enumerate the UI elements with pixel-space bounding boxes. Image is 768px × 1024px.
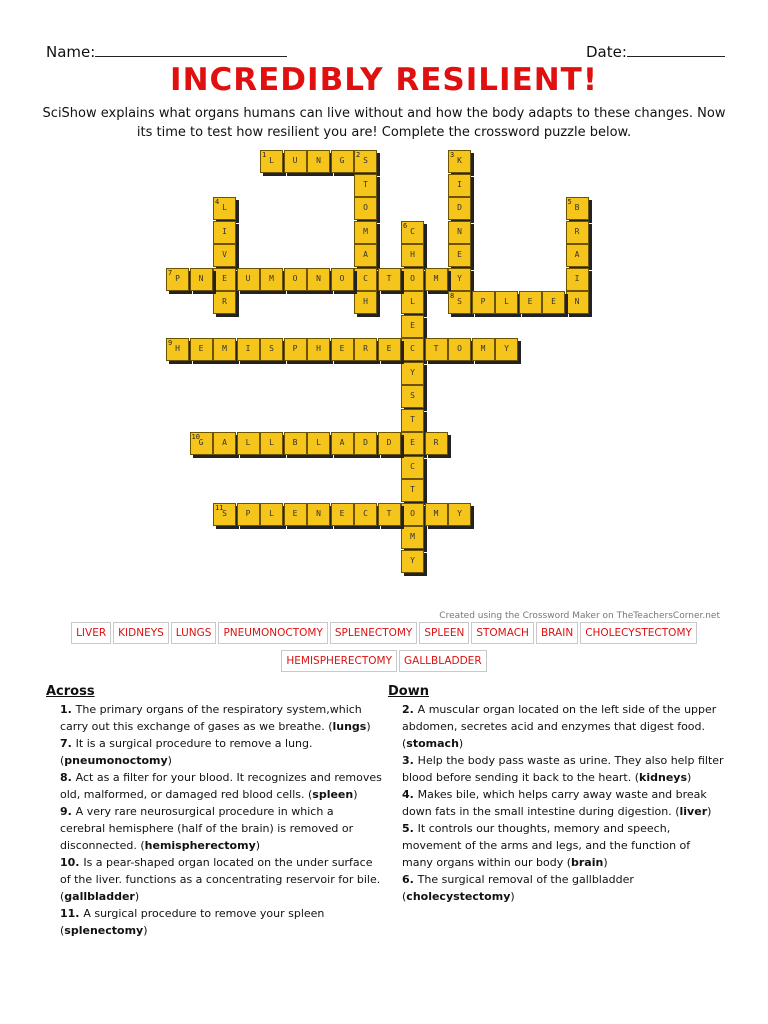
cell-letter: T: [386, 273, 392, 283]
clue-close: ): [366, 720, 371, 733]
clue-text: A very rare neurosurgical procedure in which a cerebral hemisphere (half of the brain) is removed or disconnected. (: [60, 805, 354, 852]
clue-item: [388, 871, 724, 905]
clue-number: 3.: [402, 754, 418, 767]
cell-letter: O: [410, 273, 415, 283]
grid-cell[interactable]: [401, 479, 424, 502]
cell-letter: E: [527, 297, 533, 306]
cell-letter: T: [363, 179, 368, 189]
cell-letter: E: [457, 250, 462, 259]
down-clues: [388, 683, 724, 905]
grid-cell[interactable]: [448, 291, 471, 314]
cell-letter: N: [574, 297, 580, 306]
word-bank-item: SPLEEN: [419, 622, 469, 644]
grid-cell[interactable]: [354, 268, 377, 291]
grid-cell[interactable]: [448, 150, 471, 173]
word-bank-item: KIDNEYS: [113, 622, 169, 644]
grid-cell[interactable]: [401, 338, 424, 361]
cell-number: 10: [191, 433, 200, 441]
grid-cell[interactable]: [190, 268, 213, 291]
cell-letter: C: [363, 273, 368, 283]
grid-cell[interactable]: [566, 268, 589, 291]
cell-number: 4: [215, 198, 220, 206]
clue-text: Act as a filter for your blood. It recognizes and removes old, malformed, or damaged red blood cells. (: [60, 771, 382, 801]
cell-letter: B: [292, 438, 298, 447]
clue-number: 5.: [402, 822, 418, 835]
cell-letter: O: [339, 273, 345, 283]
cell-number: 1: [262, 151, 267, 159]
clue-answer: brain: [571, 856, 604, 869]
grid-cell[interactable]: [260, 150, 283, 173]
grid-cell[interactable]: [354, 503, 377, 526]
cell-letter: T: [386, 508, 392, 518]
word-bank-item: BRAIN: [536, 622, 578, 644]
grid-cell[interactable]: [213, 197, 236, 220]
clue-number: 11.: [60, 907, 84, 920]
clue-item: [388, 786, 724, 820]
cell-letter: A: [574, 250, 580, 259]
grid-cell[interactable]: [307, 503, 330, 526]
clue-item: [388, 752, 724, 786]
clue-close: ): [603, 856, 608, 869]
cell-letter: D: [386, 438, 392, 447]
cell-letter: C: [410, 461, 415, 471]
cell-letter: V: [222, 250, 227, 259]
clue-number: 2.: [402, 703, 418, 716]
grid-cell[interactable]: [284, 432, 307, 455]
grid-cell[interactable]: [566, 221, 589, 244]
grid-cell[interactable]: [566, 197, 589, 220]
cell-number: 3: [450, 151, 455, 159]
cell-letter: Y: [410, 555, 415, 565]
cell-letter: O: [292, 273, 298, 283]
cell-letter: E: [292, 508, 298, 518]
cell-letter: E: [410, 320, 415, 330]
clue-item: [46, 701, 382, 735]
grid-cell[interactable]: [237, 338, 260, 361]
grid-cell[interactable]: [495, 291, 518, 314]
cell-letter: M: [269, 273, 274, 283]
cell-letter: N: [316, 508, 321, 518]
grid-cell[interactable]: [354, 291, 377, 314]
grid-cell[interactable]: [448, 197, 471, 220]
grid-cell[interactable]: [425, 503, 448, 526]
grid-cell[interactable]: [448, 338, 471, 361]
across-clues: [46, 683, 382, 939]
cell-letter: G: [198, 438, 204, 447]
grid-cell[interactable]: [519, 291, 542, 314]
cell-letter: K: [457, 156, 462, 165]
cell-letter: M: [433, 508, 439, 518]
grid-cell[interactable]: [354, 174, 377, 197]
grid-cell[interactable]: [354, 244, 377, 267]
cell-letter: E: [386, 344, 392, 353]
cell-letter: Y: [457, 273, 462, 283]
grid-cell[interactable]: [307, 432, 330, 455]
clue-text: A muscular organ located on the left side of the upper abdomen, secretes acid and enzymes that digest food. (: [402, 703, 717, 750]
cell-letter: L: [504, 297, 509, 306]
grid-cell[interactable]: [401, 409, 424, 432]
word-bank-item: HEMISPHERECTOMY: [281, 650, 397, 672]
grid-cell[interactable]: [213, 338, 236, 361]
grid-cell[interactable]: [425, 432, 448, 455]
cell-letter: P: [292, 344, 298, 353]
cell-number: 6: [403, 221, 408, 230]
grid-cell[interactable]: [448, 503, 471, 526]
cell-letter: O: [363, 203, 368, 212]
cell-letter: C: [363, 508, 368, 518]
cell-letter: S: [222, 508, 227, 518]
grid-cell[interactable]: [542, 291, 565, 314]
word-bank-item: LUNGS: [171, 622, 217, 644]
grid-cell[interactable]: [331, 432, 354, 455]
grid-cell[interactable]: [260, 338, 283, 361]
grid-cell[interactable]: [401, 315, 424, 338]
clue-close: ): [167, 754, 172, 767]
cell-letter: E: [222, 273, 227, 283]
cell-letter: C: [410, 226, 415, 236]
grid-cell[interactable]: [331, 150, 354, 173]
cell-letter: L: [245, 438, 251, 447]
clue-number: 6.: [402, 873, 418, 886]
cell-letter: N: [316, 273, 321, 283]
clue-text: Is a pear-shaped organ located on the under surface of the liver. functions as a concentrating reservoir for bile. (: [60, 856, 381, 903]
grid-cell[interactable]: [331, 503, 354, 526]
grid-cell[interactable]: [307, 338, 330, 361]
cell-letter: L: [269, 156, 274, 165]
clue-text: A surgical procedure to remove your spleen (: [60, 907, 325, 937]
cell-letter: I: [222, 226, 227, 236]
cell-letter: U: [292, 156, 298, 165]
grid-cell[interactable]: [425, 338, 448, 361]
clue-item: [46, 735, 382, 769]
cell-letter: T: [433, 344, 439, 353]
cell-letter: R: [363, 344, 368, 353]
clue-text: It is a surgical procedure to remove a lung. (: [60, 737, 313, 767]
clue-answer: liver: [679, 805, 708, 818]
cell-letter: R: [433, 438, 439, 447]
down-heading: Down: [388, 684, 429, 699]
clue-text: The surgical removal of the gallbladder (: [402, 873, 634, 903]
clue-number: 7.: [60, 737, 76, 750]
grid-cell[interactable]: [378, 503, 401, 526]
cell-letter: L: [269, 438, 274, 447]
cell-letter: S: [410, 391, 415, 400]
grid-cell[interactable]: [307, 268, 330, 291]
grid-cell[interactable]: [284, 268, 307, 291]
clue-close: ): [687, 771, 692, 784]
grid-cell[interactable]: [401, 291, 424, 314]
grid-cell[interactable]: [354, 338, 377, 361]
grid-cell[interactable]: [331, 338, 354, 361]
grid-cell[interactable]: [378, 338, 401, 361]
cell-letter: N: [316, 156, 321, 165]
cell-letter: L: [269, 508, 274, 518]
clue-item: [46, 905, 382, 939]
grid-cell[interactable]: [166, 268, 189, 291]
word-bank-item: CHOLECYSTECTOMY: [580, 622, 697, 644]
grid-cell[interactable]: [401, 244, 424, 267]
cell-letter: E: [339, 344, 345, 353]
cell-number: 7: [168, 268, 173, 277]
grid-cell[interactable]: [331, 268, 354, 291]
cell-letter: M: [410, 532, 415, 541]
grid-cell[interactable]: [401, 268, 424, 291]
clue-close: ): [134, 890, 140, 903]
grid-cell[interactable]: [190, 338, 213, 361]
grid-cell[interactable]: [260, 432, 283, 455]
clue-answer: stomach: [406, 737, 459, 750]
grid-cell[interactable]: [448, 268, 471, 291]
cell-letter: O: [457, 344, 462, 353]
across-heading: Across: [46, 684, 95, 699]
clue-answer: gallbladder: [64, 890, 135, 903]
word-bank-item: PNEUMONOCTOMY: [218, 622, 327, 644]
grid-cell[interactable]: [284, 338, 307, 361]
grid-cell[interactable]: [378, 432, 401, 455]
cell-letter: A: [222, 438, 227, 447]
cell-letter: H: [316, 344, 321, 353]
clue-answer: pneumonoctomy: [64, 754, 168, 767]
cell-letter: Y: [410, 367, 415, 377]
grid-cell[interactable]: [354, 197, 377, 220]
grid-cell[interactable]: [213, 503, 236, 526]
clue-item: [388, 820, 724, 871]
cell-number: 8: [450, 292, 455, 300]
cell-letter: N: [457, 226, 462, 236]
cell-letter: R: [574, 226, 580, 236]
cell-letter: H: [175, 344, 180, 353]
cell-letter: H: [410, 250, 415, 259]
clue-close: ): [143, 924, 148, 937]
cell-letter: U: [245, 273, 251, 283]
cell-letter: S: [269, 344, 274, 353]
grid-cell[interactable]: [237, 268, 260, 291]
grid-cell[interactable]: [401, 456, 424, 479]
cell-letter: H: [363, 297, 368, 306]
clue-number: 1.: [60, 703, 76, 716]
cell-letter: B: [574, 203, 580, 212]
cell-letter: P: [245, 508, 251, 518]
clue-number: 9.: [60, 805, 76, 818]
grid-cell[interactable]: [354, 221, 377, 244]
cell-letter: A: [363, 250, 368, 259]
cell-letter: T: [410, 414, 415, 424]
grid-cell[interactable]: [425, 268, 448, 291]
clue-answer: splenectomy: [64, 924, 144, 937]
clue-close: ): [353, 788, 358, 801]
clue-close: ): [510, 890, 515, 903]
name-label: Name:: [46, 43, 96, 61]
clue-text: It controls our thoughts, memory and speech, movement of the arms and legs, and the function of many organs within our body (: [402, 822, 691, 869]
grid-cell[interactable]: [472, 338, 495, 361]
clue-answer: kidneys: [639, 771, 688, 784]
cell-letter: P: [175, 273, 180, 283]
cell-letter: L: [316, 438, 321, 447]
clue-item: [46, 769, 382, 803]
cell-number: 5: [567, 198, 572, 206]
word-bank-row-2: [0, 649, 768, 672]
word-bank-item: SPLENECTOMY: [330, 622, 417, 644]
word-bank-item: GALLBLADDER: [399, 650, 487, 672]
cell-letter: L: [410, 297, 415, 306]
clue-answer: spleen: [312, 788, 354, 801]
cell-letter: E: [410, 438, 415, 447]
grid-cell[interactable]: [354, 150, 377, 173]
cell-letter: A: [339, 438, 345, 447]
grid-cell[interactable]: [448, 221, 471, 244]
cell-letter: C: [410, 344, 415, 353]
grid-cell[interactable]: [472, 291, 495, 314]
date-label: Date:: [586, 43, 627, 61]
clue-item: [46, 803, 382, 854]
intro-text: SciShow explains what organs humans can live without and how the body adapts to these changes. Now its time to test how resilient you are! Complete the crossword puzzle below.: [42, 106, 726, 140]
cell-letter: O: [410, 508, 415, 518]
clue-close: ): [255, 839, 261, 852]
grid-cell[interactable]: [401, 526, 424, 549]
grid-cell[interactable]: [448, 244, 471, 267]
grid-cell[interactable]: [213, 244, 236, 267]
clue-text: Makes bile, which helps carry away waste and break down fats in the small intestine during digestion. (: [402, 788, 707, 818]
grid-cell[interactable]: [566, 291, 589, 314]
cell-letter: T: [410, 485, 415, 494]
cell-letter: M: [222, 344, 227, 353]
word-bank-item: LIVER: [71, 622, 111, 644]
grid-cell[interactable]: [354, 432, 377, 455]
cell-letter: E: [198, 344, 204, 353]
clue-text: The primary organs of the respiratory system,which carry out this exchange of gases as we breathe. (: [60, 703, 362, 733]
clue-answer: lungs: [332, 720, 367, 733]
cell-letter: S: [457, 297, 462, 306]
clue-answer: hemispherectomy: [144, 839, 256, 852]
cell-letter: D: [457, 203, 462, 212]
grid-cell[interactable]: [448, 174, 471, 197]
grid-cell[interactable]: [213, 221, 236, 244]
grid-cell[interactable]: [190, 432, 213, 455]
clue-item: [388, 701, 724, 752]
grid-cell[interactable]: [260, 268, 283, 291]
cell-letter: Y: [504, 344, 509, 353]
cell-letter: S: [363, 156, 368, 165]
word-bank-item: STOMACH: [471, 622, 534, 644]
grid-cell[interactable]: [401, 385, 424, 408]
grid-cell[interactable]: [566, 244, 589, 267]
crossword-credit: Created using the Crossword Maker on TheTeachersCorner.net: [439, 611, 720, 621]
grid-cell[interactable]: [284, 150, 307, 173]
clue-close: ): [458, 737, 464, 750]
grid-cell[interactable]: [495, 338, 518, 361]
page-title: INCREDIBLY RESILIENT!: [170, 62, 598, 98]
cell-letter: I: [245, 344, 251, 353]
word-bank-row-1: [0, 621, 768, 644]
clue-number: 10.: [60, 856, 84, 869]
cell-letter: E: [551, 297, 556, 306]
cell-letter: R: [222, 297, 227, 306]
grid-cell[interactable]: [237, 503, 260, 526]
grid-cell[interactable]: [213, 268, 236, 291]
grid-cell[interactable]: [213, 291, 236, 314]
cell-number: 11: [215, 503, 224, 512]
grid-cell[interactable]: [401, 362, 424, 385]
grid-cell[interactable]: [166, 338, 189, 361]
cell-number: 2: [356, 151, 361, 159]
cell-letter: G: [339, 156, 345, 165]
cell-letter: L: [222, 203, 227, 212]
grid-cell[interactable]: [401, 550, 424, 573]
clue-text: Help the body pass waste as urine. They also help filter blood before sending it back to the heart. (: [402, 754, 724, 784]
clue-answer: cholecystectomy: [406, 890, 511, 903]
grid-cell[interactable]: [237, 432, 260, 455]
cell-letter: I: [457, 179, 462, 189]
cell-letter: I: [574, 273, 580, 283]
cell-letter: M: [433, 273, 439, 283]
grid-cell[interactable]: [284, 503, 307, 526]
grid-cell[interactable]: [401, 221, 424, 244]
clue-item: [46, 854, 382, 905]
grid-cell[interactable]: [213, 432, 236, 455]
cell-letter: E: [339, 508, 345, 518]
grid-cell[interactable]: [307, 150, 330, 173]
grid-cell[interactable]: [401, 432, 424, 455]
cell-letter: N: [198, 273, 204, 283]
grid-cell[interactable]: [401, 503, 424, 526]
cell-letter: D: [363, 438, 368, 447]
grid-cell[interactable]: [260, 503, 283, 526]
cell-letter: Y: [457, 508, 462, 518]
cell-number: 9: [168, 339, 173, 347]
cell-letter: M: [480, 344, 486, 353]
grid-cell[interactable]: [378, 268, 401, 291]
cell-letter: M: [363, 226, 368, 236]
cell-letter: P: [480, 297, 486, 306]
clue-close: ): [707, 805, 712, 818]
clue-number: 4.: [402, 788, 418, 801]
clue-number: 8.: [60, 771, 76, 784]
